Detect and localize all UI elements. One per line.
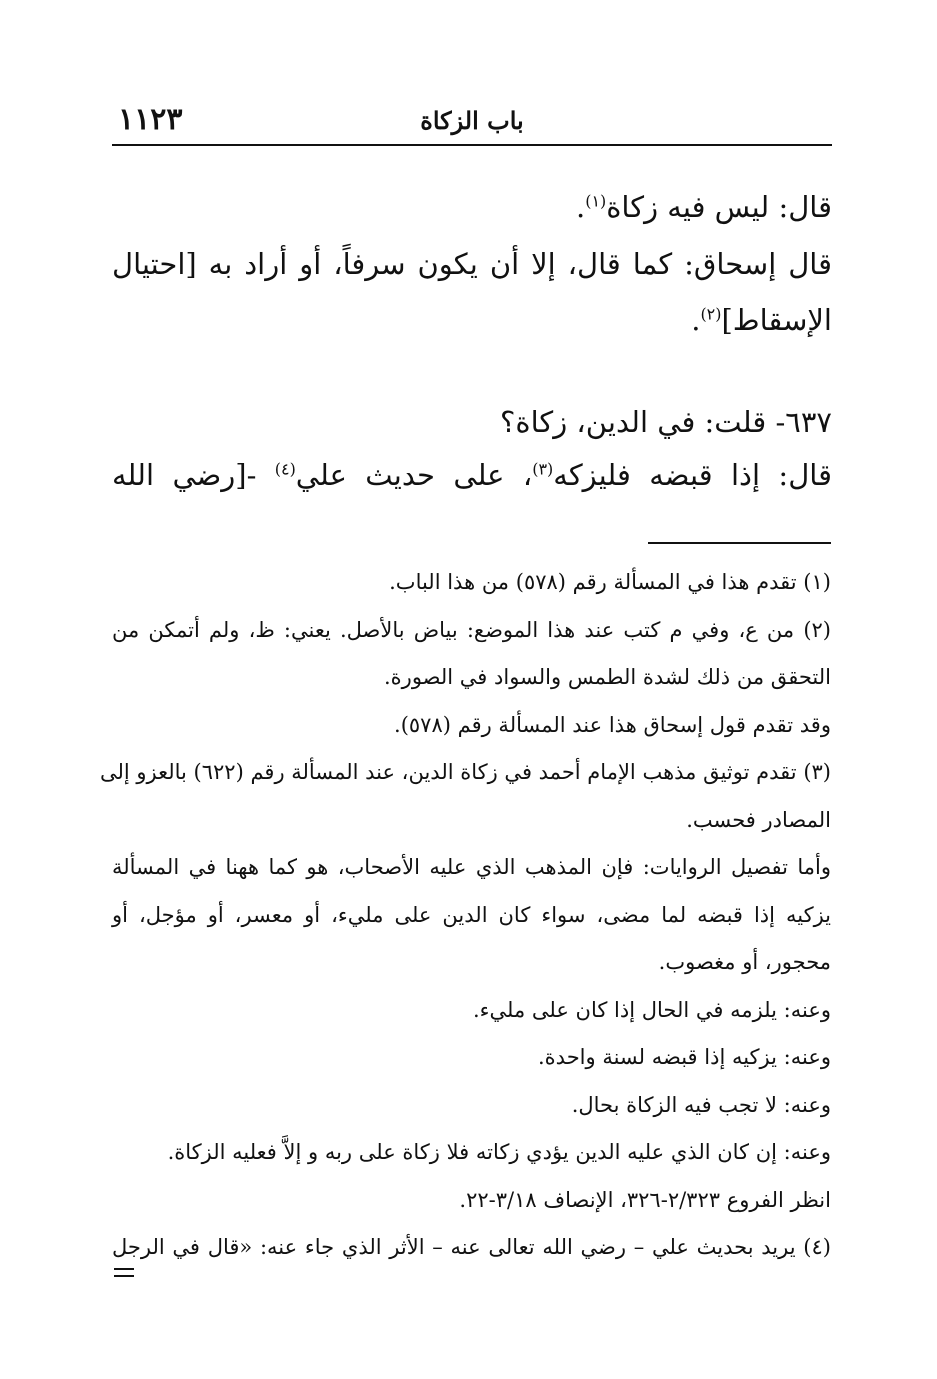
footnote-ref: (٣) [532, 459, 554, 479]
text-line: قال: ليس فيه زكاة$^{(١)}$. [576, 190, 832, 224]
footnote-line: انظر الفروع ٢/٣٢٣-٣٢٦، الإنصاف ٣/١٨-٢٢. [459, 1188, 831, 1212]
footnote-line: يزكيه إذا قبضه لما مضى، سواء كان الدين على مليء، أو معسر، أو مؤجل، أو [112, 903, 831, 927]
footnote-separator [648, 542, 831, 544]
footnote-1: (١) تقدم هذا في المسألة رقم (٥٧٨) من هذا الباب. [389, 570, 831, 594]
footnote-4: (٤) يريد بحديث علي – رضي الله تعالى عنه – الأثر الذي جاء عنه: «قال في الرجل [112, 1235, 831, 1259]
footnote-3: (٣) تقدم توثيق مذهب الإمام أحمد في زكاة الدين، عند المسألة رقم (٦٢٢) بالعزو إلى [99, 760, 831, 784]
footnote-line: وعنه: إن كان الذي عليه الدين يؤدي زكاته فلا زكاة على ربه و إلاَّ فعليه الزكاة. [167, 1140, 831, 1164]
footnote-line: المصادر فحسب. [686, 808, 831, 832]
text-line: قال: إذا قبضه فليزكه$^{(٣)}$، على حديث علي$^{(٤)}$ -[رضي الله [112, 458, 832, 492]
footnote-line: التحقق من ذلك لشدة الطمس والسواد في الصورة. [384, 665, 831, 689]
footnote-line: وقد تقدم قول إسحاق هذا عند المسألة رقم (٥٧٨). [394, 713, 831, 737]
text-line: قال إسحاق: كما قال، إلا أن يكون سرفاً، أو أراد به [احتيال [112, 247, 832, 281]
text-line: الإسقاط]$^{(٢)}$. [691, 303, 832, 337]
footnote-2: (٢) من ع، وفي م كتب عند هذا الموضع: بياض بالأصل. يعني: ظ، ولم أتمكن من [112, 618, 831, 642]
footnote-ref: (٤) [274, 459, 296, 479]
footnote-line: محجور، أو مغصوب. [658, 950, 831, 974]
footnote-ref: (١) [585, 191, 607, 211]
page-number: ١١٢٣ [118, 102, 183, 137]
footnote-line: وأما تفصيل الروايات: فإن المذهب الذي عليه الأصحاب، هو كما ههنا في المسألة [112, 855, 831, 879]
footnote-line: وعنه: لا تجب فيه الزكاة بحال. [571, 1093, 831, 1117]
footnote-ref: (٢) [700, 304, 722, 324]
page-header [112, 98, 832, 146]
footnote-line: وعنه: يلزمه في الحال إذا كان على مليء. [472, 998, 831, 1022]
question-heading: ٦٣٧- قلت: في الدين، زكاة؟ [499, 405, 832, 439]
footnote-line: وعنه: يزكيه إذا قبضه لسنة واحدة. [538, 1045, 831, 1069]
running-title: باب الزكاة [420, 106, 524, 135]
